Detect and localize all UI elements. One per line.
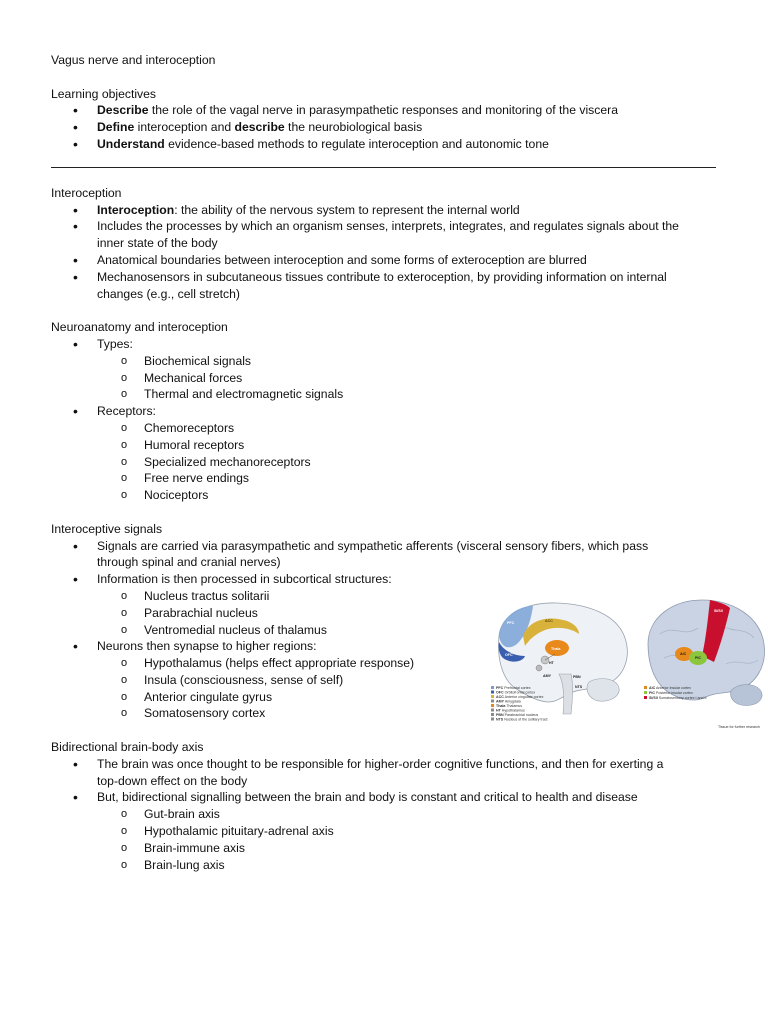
svg-text:Thala Thalamus: Thala Thalamus <box>496 704 523 708</box>
label-pbn: PBN <box>573 675 581 679</box>
svg-text:OFC Orbitofrontal cortex: OFC Orbitofrontal cortex <box>496 690 536 695</box>
axis-subitem: o Hypothalamic pituitary-adrenal axis <box>51 823 721 840</box>
axis-subitem: o Brain-immune axis <box>51 840 721 857</box>
signals-heading: Interoceptive signals <box>51 521 163 536</box>
objective-item: • Understand evidence-based methods to regulate interoception and autonomic tone <box>51 136 721 153</box>
receptor-item: o Free nerve endings <box>51 470 721 487</box>
svg-text:ACC Anterior cingulate cortex: ACC Anterior cingulate cortex <box>496 695 544 699</box>
receptor-item: o Humoral receptors <box>51 437 721 454</box>
amygdala-region <box>536 665 542 671</box>
signals-item-continued: through spinal and cranial nerves) <box>97 555 281 570</box>
legend-swatch <box>491 686 494 689</box>
objective-item: • Define interoception and describe the neurobiological basis <box>51 119 721 136</box>
svg-text:AIC Anterior insular cortex: AIC Anterior insular cortex <box>649 686 691 690</box>
brain-lateral-figure <box>640 594 768 734</box>
higher-region-item: o Hypothalamus (helps effect appropriate response) <box>51 655 721 672</box>
svg-text:PBN Parabrachial nucleus: PBN Parabrachial nucleus <box>496 713 539 717</box>
figure-caption: Tissue for further research <box>718 725 761 729</box>
svg-text:AMY Amygdala: AMY Amygdala <box>496 699 521 704</box>
svg-text:SI/SII Somatosensory cortex I: SI/SII Somatosensory cortex I and II <box>649 696 707 700</box>
interoception-definition: • Interoception: the ability of the nervous system to represent the internal world <box>51 202 721 219</box>
subcortical-item: o Parabrachial nucleus <box>51 605 721 622</box>
label-nts: NTS <box>575 685 583 689</box>
label-pfc: PFC <box>507 621 515 625</box>
receptor-item: o Nociceptors <box>51 487 721 504</box>
label-aic: AIC <box>680 652 687 656</box>
higher-region-item: o Anterior cingulate gyrus <box>51 689 721 706</box>
higher-region-item: o Somatosensory cortex <box>51 705 721 722</box>
label-acc: ACC <box>545 619 553 623</box>
document-title: Vagus nerve and interoception <box>51 53 216 67</box>
label-ofc: OFC <box>505 653 513 657</box>
subcortical-item: o Nucleus tractus solitarii <box>51 588 721 605</box>
label-amy: AMY <box>543 674 551 678</box>
svg-text:PIC Posterior insular cortex: PIC Posterior insular cortex <box>649 691 693 695</box>
svg-text:HT Hypothalamus: HT Hypothalamus <box>496 708 525 713</box>
type-item: o Mechanical forces <box>51 370 721 387</box>
svg-text:PFC Prefrontal cortex: PFC Prefrontal cortex <box>496 686 531 690</box>
signals-item: • Information is then processed in subcortical structures: <box>51 571 721 588</box>
interoception-item-continued: changes (e.g., cell stretch) <box>97 286 240 301</box>
type-item: o Biochemical signals <box>51 353 721 370</box>
axis-subitem: o Gut-brain axis <box>51 806 721 823</box>
receptor-item: o Chemoreceptors <box>51 420 721 437</box>
objective-item: • Describe the role of the vagal nerve in parasympathetic responses and monitoring of the viscera <box>51 102 721 119</box>
subcortical-item: o Ventromedial nucleus of thalamus <box>51 622 721 639</box>
interoception-item-continued: inner state of the body <box>97 236 218 251</box>
signals-item: • Signals are carried via parasympathetic and sympathetic afferents (visceral sensory fibers, which pass <box>51 538 721 555</box>
types-label: • Types: <box>51 336 721 353</box>
objectives-heading: Learning objectives <box>51 86 157 101</box>
brain-sagittal-figure <box>487 598 633 724</box>
axis-subitem: o Brain-lung axis <box>51 857 721 874</box>
axis-item: • The brain was once thought to be responsible for higher-order cognitive functions, and then for exerting a <box>51 756 721 773</box>
label-ht: HT <box>549 661 554 665</box>
label-pic: PIC <box>695 656 701 660</box>
type-item: o Thermal and electromagnetic signals <box>51 386 721 403</box>
signals-item: • Neurons then synapse to higher regions: <box>51 638 721 655</box>
axis-heading: Bidirectional brain-body axis <box>51 740 204 755</box>
higher-region-item: o Insula (consciousness, sense of self) <box>51 672 721 689</box>
neuroanatomy-heading: Neuroanatomy and interoception <box>51 320 228 335</box>
svg-text:NTS Nucleus of the solitary tr: NTS Nucleus of the solitary tract <box>496 717 548 722</box>
axis-item-continued: top-down effect on the body <box>97 773 248 788</box>
document-page <box>51 52 721 873</box>
receptor-item: o Specialized mechanoreceptors <box>51 454 721 471</box>
receptors-label: • Receptors: <box>51 403 721 420</box>
label-si-sii: SI/SII <box>714 609 723 613</box>
interoception-item: • Mechanosensors in subcutaneous tissues contribute to exteroception, by providing information on internal <box>51 269 721 286</box>
axis-item: • But, bidirectional signalling between the brain and body is constant and critical to health and disease <box>51 789 721 806</box>
interoception-item: • Includes the processes by which an organism senses, interprets, integrates, and regulates signals about the <box>51 218 721 235</box>
interoception-item: • Anatomical boundaries between interoception and some forms of exteroception are blurred <box>51 252 721 269</box>
label-thala: Thala <box>551 647 561 651</box>
interoception-heading: Interoception <box>51 185 122 200</box>
